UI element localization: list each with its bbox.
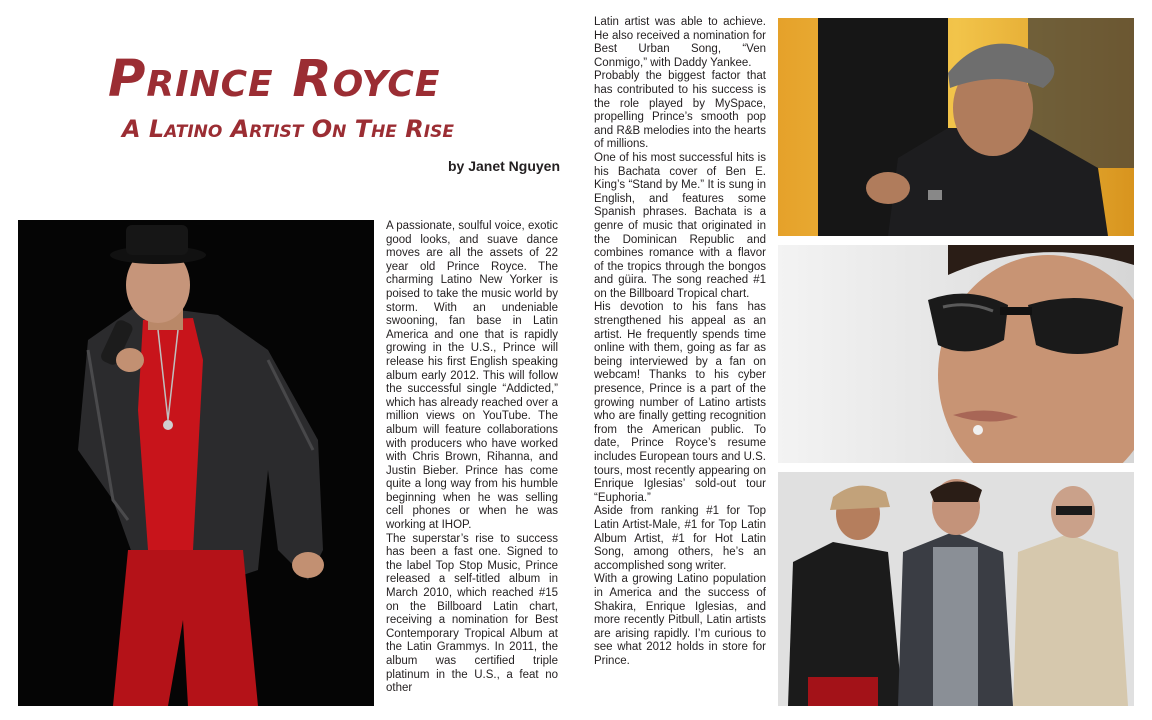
photo-trio-group — [778, 472, 1134, 706]
photo-concert-performance — [18, 220, 374, 706]
paragraph: One of his most successful hits is his Bachata cover of Ben E. King’s “Stand by Me.” It is sung in English, and features some Spanish phrases. Bachata is a genre of music that originated in the Dominican Republic and combines romance with a flavor of the tropics through the bongos and güira. The song reached #1 on the Billboard Tropical chart. — [594, 151, 766, 300]
paragraph: Aside from ranking #1 for Top Latin Artist-Male, #1 for Top Latin Album Artist, #1 for Hot Latin Song, among others, he’s an accomplished song writer. — [594, 505, 766, 572]
photo-taxi-portrait — [778, 18, 1134, 236]
article-column-2 — [594, 16, 766, 708]
photo-sunglasses-portrait — [778, 245, 1134, 463]
paragraph: The superstar’s rise to success has been a fast one. Signed to the label Top Stop Music, Prince released a self-titled album in March 2010, which reached #15 on the Billboard Latin chart, receiving a nomination for Best Contemporary Tropical Album at the Latin Grammys. In 2011, the album was certified triple platinum in the U.S., a feat no other — [386, 532, 558, 695]
article-column-1 — [386, 220, 558, 708]
article-title: Prince Royce — [108, 50, 441, 109]
paragraph: His devotion to his fans has strengthened his appeal as an artist. He frequently spends time online with them, going as far as being interviewed by a fan on webcam! Thanks to his cyber presence, Prince is a part of the growing number of Latino artists who are finally getting recognition from the American public. To date, Prince Royce’s resume includes European tours and U.S. tours, most recently appearing on Enrique Iglesias’ sold-out tour “Euphoria.” — [594, 301, 766, 504]
paragraph: With a growing Latino population in America and the success of Shakira, Enrique Iglesias, and more recently Pitbull, Latin artists are arising rapidly. I’m curious to see what 2012 holds in store for Prince. — [594, 573, 766, 667]
paragraph: Probably the biggest factor that has contributed to his success is the role played by MySpace, propelling Prince’s smooth pop and R&B melodies into the hearts of millions. — [594, 70, 766, 151]
article-subtitle: A Latino Artist On The Rise — [122, 115, 454, 143]
article-byline: by Janet Nguyen — [447, 158, 560, 174]
paragraph: Latin artist was able to achieve. He also received a nomination for Best Urban Song, “Ven Conmigo,” with Daddy Yankee. — [594, 16, 766, 69]
paragraph: A passionate, soulful voice, exotic good looks, and suave dance moves are all the assets of 22 year old Prince Royce. The charming Latino New Yorker is poised to take the music world by storm. With an undeniable swooning, fan base in Latin America and one that is rapidly growing in the U.S., Prince will release his first English speaking album early 2012. This will follow the successful single “Addicted,” which has already reached over a million views on YouTube. The album will feature collaborations with producers who have worked with Chris Brown, Rihanna, and Justin Bieber. Prince has come quite a long way from his humble beginning when he was selling cell phones or when he was working at IHOP. — [386, 220, 558, 532]
